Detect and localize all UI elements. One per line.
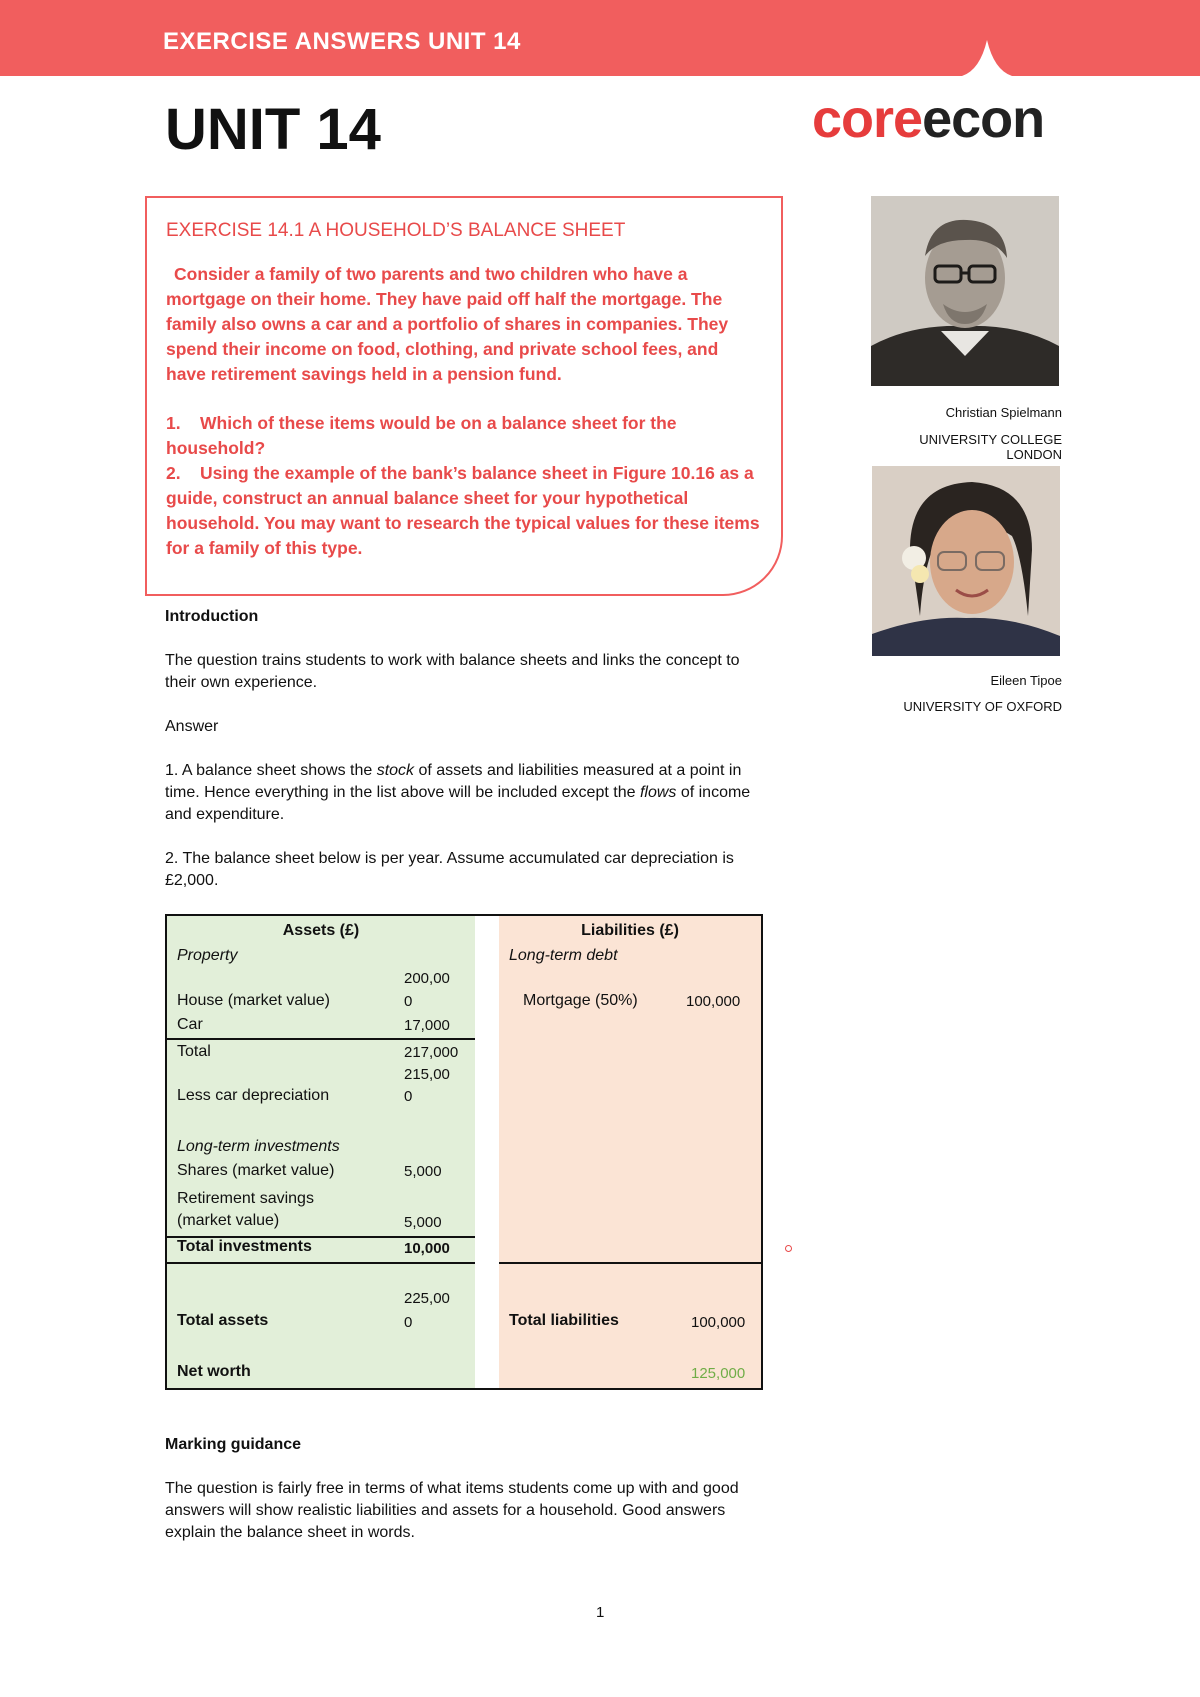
rule-property-total (167, 1038, 475, 1040)
author-affiliation-2: UNIVERSITY OF OXFORD (903, 699, 1062, 714)
exercise-question-2: 2. Using the example of the bank’s balance sheet in Figure 10.16 as a guide, construct an annual balance sheet for your hypothetical household. You may want to research the typical values for these items for a family of this type. (166, 463, 765, 558)
exercise-question-1: 1. Which of these items would be on a balance sheet for the household? (166, 413, 682, 458)
header-notch (962, 40, 1012, 80)
header-bar (0, 0, 1200, 76)
shares-value: 5,000 (404, 1163, 442, 1180)
introduction-text: The question trains students to work with balance sheets and links the concept to their own experience. (165, 652, 740, 691)
answer-1: 1. A balance sheet shows the stock of assets and liabilities measured at a point in time. Hence everything in the list above will be included except the flows of income and expenditure. (165, 762, 751, 823)
less-depreciation-value-line2: 0 (404, 1088, 413, 1105)
total-label: Total (177, 1043, 211, 1060)
author-name-1: Christian Spielmann (945, 405, 1062, 420)
long-term-investments-label: Long-term investments (177, 1138, 340, 1155)
house-value-line1: 200,00 (404, 970, 450, 987)
page-number: 1 (596, 1604, 605, 1621)
house-label: House (market value) (177, 992, 330, 1009)
total-assets-value-line2: 0 (404, 1314, 413, 1331)
total-value: 217,000 (404, 1044, 459, 1061)
shares-label: Shares (market value) (177, 1162, 335, 1179)
long-term-debt-label: Long-term debt (509, 947, 618, 964)
assets-header: Assets (£) (282, 922, 360, 939)
less-depreciation-value-line1: 215,00 (404, 1066, 450, 1083)
author-photo-spielmann (871, 196, 1059, 386)
car-value: 17,000 (404, 1017, 450, 1034)
car-label: Car (177, 1016, 203, 1033)
rule-liabilities (499, 1262, 761, 1264)
retirement-value: 5,000 (404, 1214, 442, 1231)
author-affiliation-1: UNIVERSITY COLLEGE LONDON (919, 432, 1062, 462)
balance-sheet-table (165, 914, 763, 1390)
answer-heading: Answer (165, 718, 219, 735)
exercise-title: EXERCISE 14.1 A HOUSEHOLD’S BALANCE SHEET (166, 220, 626, 241)
main-text (165, 606, 765, 914)
net-worth-value: 125,000 (691, 1365, 746, 1382)
total-investments-label: Total investments (177, 1238, 312, 1255)
total-assets-label: Total assets (177, 1312, 269, 1329)
introduction-heading: Introduction (165, 608, 259, 625)
net-worth-label: Net worth (177, 1363, 251, 1380)
marking-text: The question is fairly free in terms of what items students come up with and good answers will show realistic liabilities and assets for a household. Good answers explain the balance sheet in words. (165, 1480, 739, 1541)
retirement-label-line2: (market value) (177, 1212, 280, 1229)
author-name-2: Eileen Tipoe (990, 673, 1062, 688)
author-photo-tipoe (872, 466, 1060, 656)
mortgage-label: Mortgage (50%) (523, 992, 638, 1009)
exercise-intro: Consider a family of two parents and two children who have a mortgage on their home. They have paid off half the mortgage. The family also owns a car and a portfolio of shares in companies. They spend their income on food, clothing, and private school fees, and have retirement savings held in a pension fund. (166, 264, 729, 384)
stray-mark (785, 1245, 792, 1252)
total-liabilities-value: 100,000 (691, 1314, 746, 1331)
total-assets-value-line1: 225,00 (404, 1290, 450, 1307)
marking-guidance (165, 1434, 765, 1566)
liabilities-header: Liabilities (£) (581, 922, 679, 939)
marking-heading: Marking guidance (165, 1436, 302, 1453)
exercise-body (166, 262, 763, 561)
exercise-box (145, 196, 783, 596)
total-liabilities-label: Total liabilities (509, 1312, 619, 1329)
answer-2: 2. The balance sheet below is per year. Assume accumulated car depreciation is £2,000. (165, 850, 734, 889)
coreecon-logo: coreecon (812, 89, 1045, 149)
house-value-line2: 0 (404, 993, 413, 1010)
less-depreciation-label: Less car depreciation (177, 1087, 330, 1104)
property-label: Property (177, 947, 238, 964)
rule-investments-bottom (167, 1262, 475, 1264)
header-bar-title: EXERCISE ANSWERS UNIT 14 (163, 28, 521, 55)
mortgage-value: 100,000 (686, 993, 741, 1010)
total-investments-value: 10,000 (404, 1240, 450, 1257)
retirement-label-line1: Retirement savings (177, 1190, 314, 1207)
unit-title: UNIT 14 (165, 97, 381, 162)
